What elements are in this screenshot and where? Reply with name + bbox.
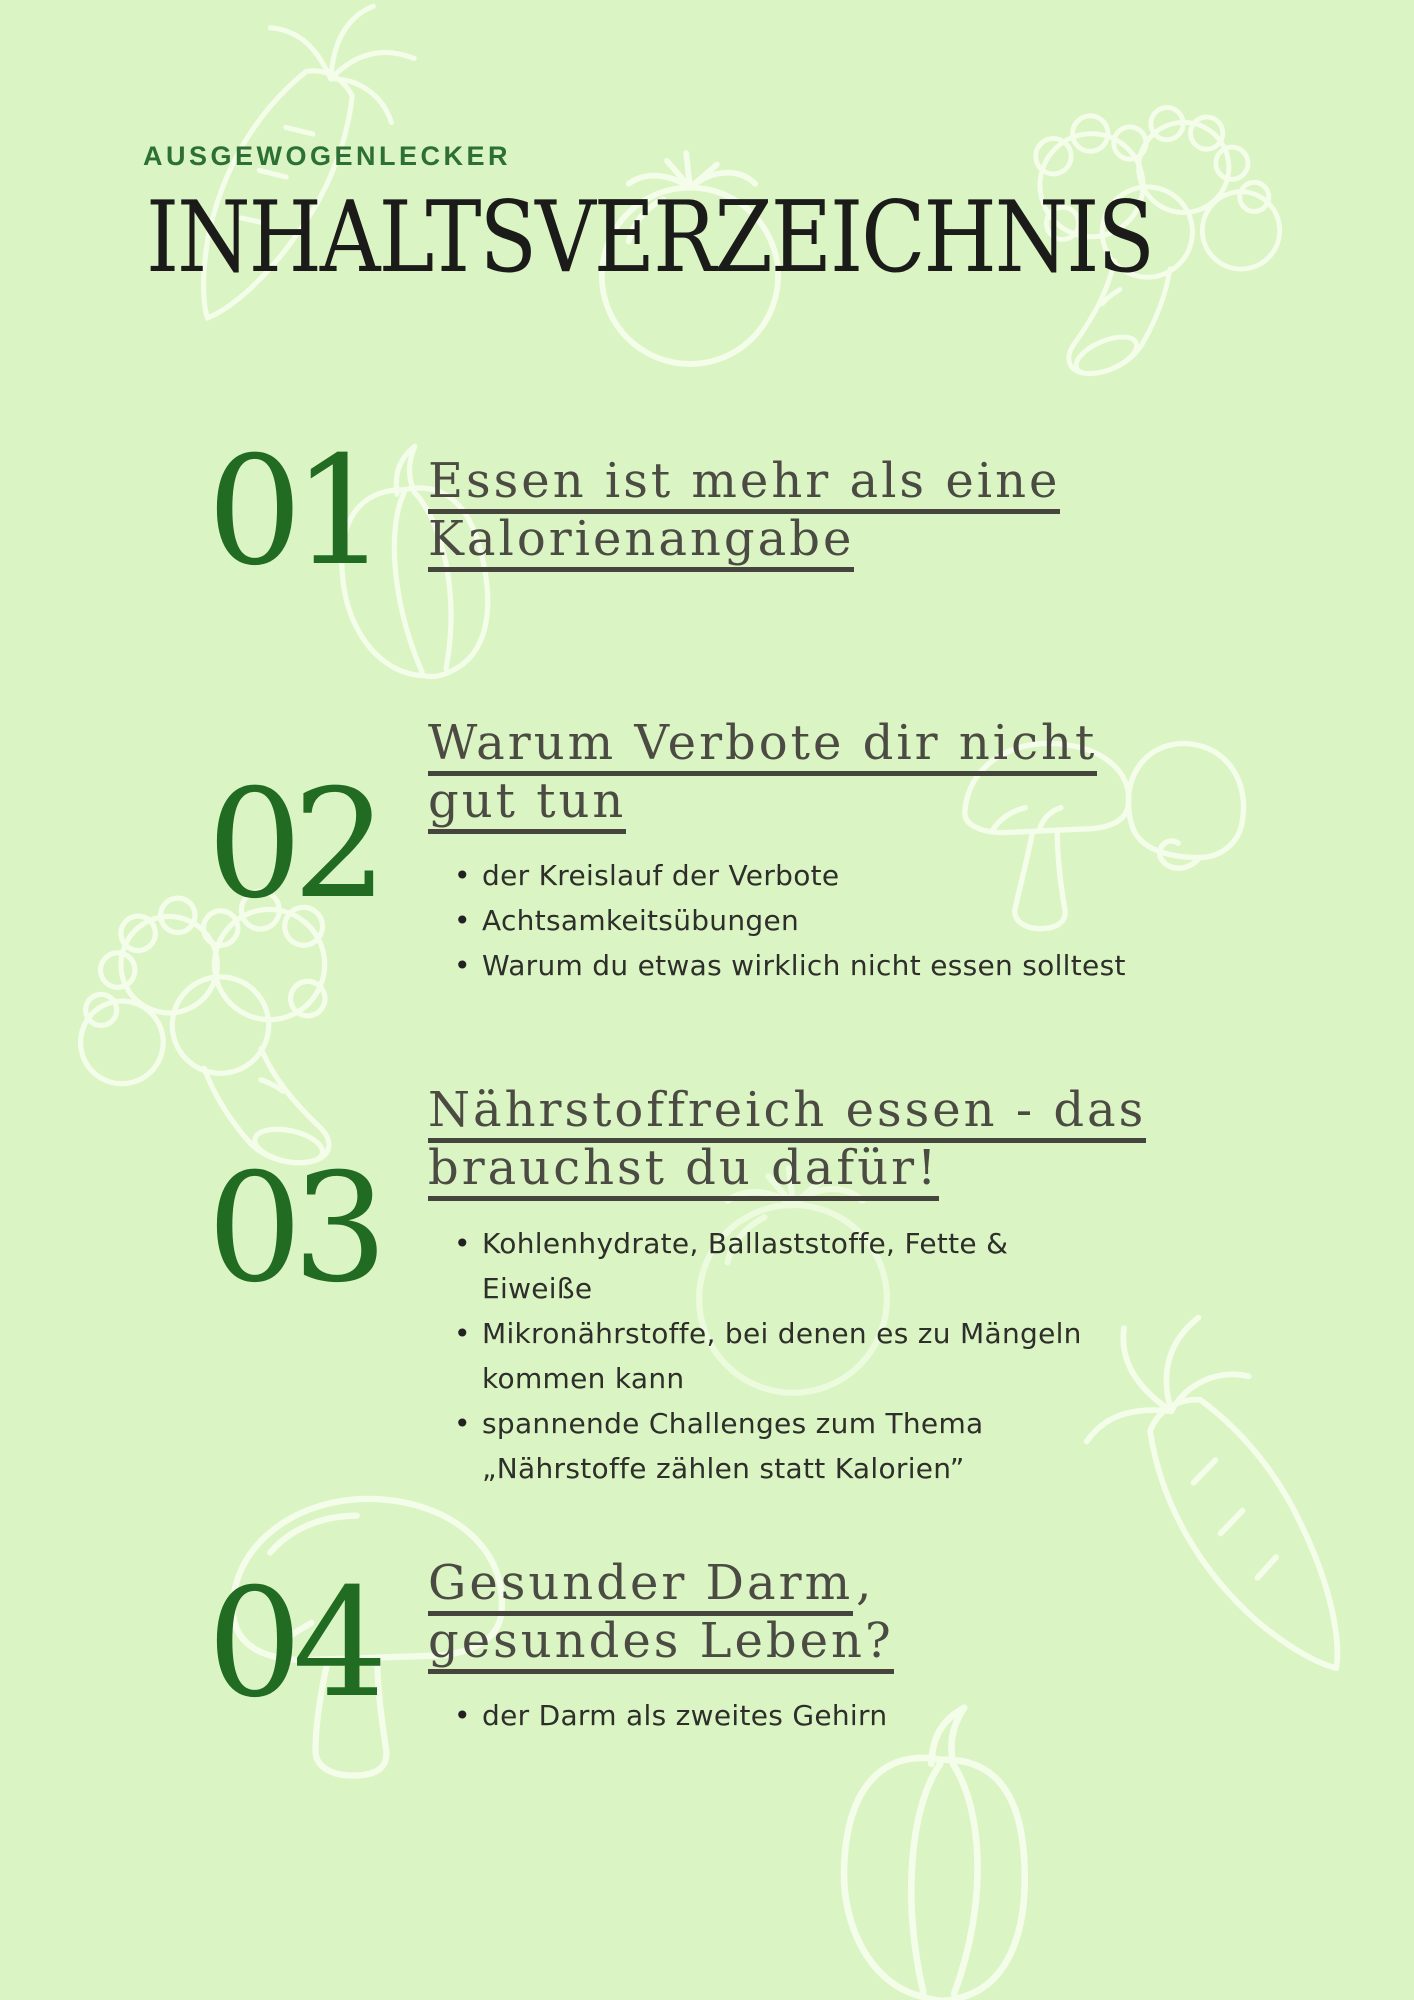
section-04-bullets (452, 1693, 1152, 1738)
list-item: • der Darm als zweites Gehirn (452, 1693, 1152, 1738)
toc-entry-04-line1[interactable]: Gesunder Darm (428, 1555, 853, 1616)
section-title-02 (428, 715, 1100, 835)
section-number-04: 04 (207, 1557, 378, 1731)
list-item: • spannende Challenges zum Thema „Nährstoffe zählen statt Kalorien” (452, 1401, 1097, 1491)
toc-entry-01-line2[interactable]: Kalorienangabe (428, 511, 854, 572)
list-item: • der Kreislauf der Verbote (452, 853, 1172, 898)
section-number-02: 02 (207, 758, 378, 932)
toc-entry-04-line2[interactable]: gesundes Leben? (428, 1613, 894, 1674)
list-item: • Achtsamkeitsübungen (452, 898, 1172, 943)
section-02-bullets (452, 853, 1172, 988)
page-title: INHALTSVERZEICHNIS (146, 179, 1153, 295)
toc-entry-01-line1[interactable]: Essen ist mehr als eine (428, 453, 1060, 514)
section-number-03: 03 (207, 1142, 378, 1316)
list-item: • Mikronährstoffe, bei denen es zu Mängeln kommen kann (452, 1311, 1097, 1401)
list-item: • Warum du etwas wirklich nicht essen solltest (452, 943, 1172, 988)
section-03-bullets (452, 1221, 1097, 1491)
section-title-01 (428, 453, 1063, 573)
section-number-01: 01 (207, 425, 378, 599)
toc-entry-03-line2[interactable]: brauchst du dafür! (428, 1140, 939, 1201)
section-title-04 (428, 1555, 894, 1675)
list-item: • Kohlenhydrate, Ballaststoffe, Fette & Eiweiße (452, 1221, 1097, 1311)
brand-kicker: AUSGEWOGENLECKER (143, 141, 512, 171)
section-title-03 (428, 1082, 1149, 1202)
title-suffix: , (856, 1555, 875, 1611)
toc-entry-03-line1[interactable]: Nährstoffreich essen - das (428, 1082, 1146, 1143)
toc-entry-02-line1[interactable]: Warum Verbote dir nicht (428, 715, 1097, 776)
pepper-icon (806, 1694, 1062, 2000)
toc-entry-02-line2[interactable]: gut tun (428, 773, 626, 834)
